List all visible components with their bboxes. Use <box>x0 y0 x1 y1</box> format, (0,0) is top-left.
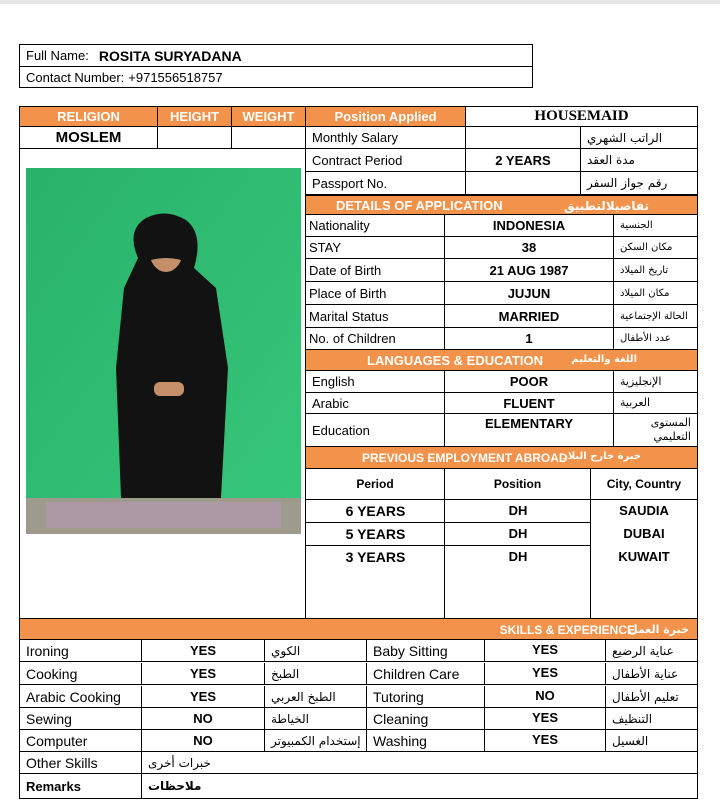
skill-right-label: Tutoring <box>367 686 485 708</box>
contact-value: +971556518757 <box>128 70 223 85</box>
contract-row-label: Contract Period <box>306 149 466 172</box>
skill-left-label: Arabic Cooking <box>20 686 142 708</box>
details-row-label: Nationality <box>306 215 445 237</box>
language-row-ar: الإنجليزية <box>614 371 697 393</box>
religion-header: RELIGION <box>20 107 158 127</box>
details-row-ar: الجنسية <box>614 215 697 237</box>
weight-value <box>232 127 306 149</box>
contract-row-ar: رقم جواز السفر <box>581 172 697 195</box>
employment-column-header: City, Country <box>591 469 697 500</box>
skill-right-label: Cleaning <box>367 708 485 730</box>
details-row-value: 1 <box>445 328 614 350</box>
details-row-value: INDONESIA <box>445 215 614 237</box>
details-row-ar: مكان السكن <box>614 237 697 259</box>
skill-right-value: YES <box>485 640 606 662</box>
details-row-ar: عدد الأطفال <box>614 328 697 350</box>
language-row-label: English <box>306 371 445 393</box>
employment-cell-period: 6 YEARS <box>345 503 406 519</box>
skill-right-label: Baby Sitting <box>367 640 485 662</box>
skill-left-ar: إستخدام الكمبيوتر <box>265 730 367 752</box>
skill-right-ar: عناية الرضيع <box>606 640 697 662</box>
other-skills-ar: خبرات أخرى <box>142 752 697 774</box>
language-row-label: Arabic <box>306 393 445 414</box>
employment-row-line <box>306 522 591 523</box>
skill-left-value: NO <box>142 708 265 730</box>
languages-header <box>306 350 697 371</box>
skill-right-value: NO <box>485 686 606 708</box>
employment-row-line <box>306 545 591 546</box>
employment-cell-period: 3 YEARS <box>345 549 406 565</box>
employment-title-ar: خبرة خارج البلاد <box>562 451 641 462</box>
details-row-ar: تاريخ الميلاد <box>614 259 697 282</box>
contract-row-value <box>466 127 581 149</box>
details-row-label: Date of Birth <box>306 259 445 282</box>
language-row-label: Education <box>306 414 445 447</box>
employment-header <box>306 447 697 469</box>
contract-row-ar: الراتب الشهري <box>581 127 697 149</box>
contract-row-label: Passport No. <box>306 172 466 195</box>
full-name-row <box>20 45 532 67</box>
language-row-value: ELEMENTARY <box>445 414 614 447</box>
languages-title-ar: اللغة والتعليم <box>571 354 637 365</box>
details-row-value: 21 AUG 1987 <box>445 259 614 282</box>
height-header: HEIGHT <box>158 107 232 127</box>
applicant-photo <box>26 168 301 534</box>
details-header <box>306 195 697 215</box>
details-row-label: No. of Children <box>306 328 445 350</box>
skill-left-label: Sewing <box>20 708 142 730</box>
employment-cell-place: KUWAIT <box>618 549 670 564</box>
position-value: HOUSEMAID <box>466 107 697 127</box>
details-row-value: 38 <box>445 237 614 259</box>
name-box <box>19 44 533 88</box>
weight-header: WEIGHT <box>232 107 306 127</box>
full-name-value: ROSITA SURYADANA <box>98 47 242 64</box>
skills-header <box>20 618 697 640</box>
details-row-label: Place of Birth <box>306 282 445 305</box>
employment-divider-1 <box>444 500 445 618</box>
details-title: DETAILS OF APPLICATION <box>336 198 503 213</box>
employment-cell-position: DH <box>508 503 528 518</box>
top-strip <box>0 0 720 4</box>
skill-left-value: YES <box>142 686 265 708</box>
details-row-ar: مكان الميلاد <box>614 282 697 305</box>
details-row-value: MARRIED <box>445 305 614 328</box>
skill-left-label: Ironing <box>20 640 142 662</box>
height-value <box>158 127 232 149</box>
employment-cell-position: DH <box>508 549 528 564</box>
language-row-ar: العربية <box>614 393 697 414</box>
details-row-value: JUJUN <box>445 282 614 305</box>
skill-right-value: YES <box>485 663 606 685</box>
other-skills-label: Other Skills <box>20 752 142 774</box>
details-title-ar: تفاصيلالتطبيق <box>564 199 649 213</box>
full-name-label: Full Name: <box>26 48 89 63</box>
skill-right-label: Children Care <box>367 663 485 685</box>
contact-label: Contact Number: <box>26 70 125 85</box>
skill-right-value: YES <box>485 708 606 730</box>
employment-column-header: Period <box>306 469 445 500</box>
contract-row-ar: مدة العقد <box>581 149 697 172</box>
skill-right-ar: التنظيف <box>606 708 697 730</box>
language-row-ar: المستوى التعليمي <box>614 414 697 447</box>
details-row-label: Marital Status <box>306 305 445 328</box>
skills-title-ar: خبرة العمل <box>628 623 689 636</box>
person-silhouette-icon <box>26 168 301 534</box>
contact-row <box>20 67 532 88</box>
position-applied-header: Position Applied <box>306 107 466 127</box>
religion-value: MOSLEM <box>20 127 158 149</box>
employment-divider-2 <box>590 500 591 618</box>
language-row-value: POOR <box>445 371 614 393</box>
skills-title: SKILLS & EXPERIENCE <box>499 623 635 637</box>
remarks-ar: ملاحظات <box>148 779 202 793</box>
contract-row-value: 2 YEARS <box>466 149 581 172</box>
skill-right-ar: عناية الأطفال <box>606 663 697 685</box>
contract-row-label: Monthly Salary <box>306 127 466 149</box>
photo-column-divider <box>305 107 306 618</box>
details-row-label: STAY <box>306 237 445 259</box>
skill-left-value: YES <box>142 640 265 662</box>
skill-left-value: YES <box>142 663 265 685</box>
contract-row-value <box>466 172 581 195</box>
languages-title: LANGUAGES & EDUCATION <box>367 353 543 368</box>
skill-left-ar: الكوي <box>265 640 367 662</box>
skill-left-label: Cooking <box>20 663 142 685</box>
skill-right-value: YES <box>485 730 606 752</box>
employment-title: PREVIOUS EMPLOYMENT ABROAD <box>362 451 568 465</box>
skill-left-value: NO <box>142 730 265 752</box>
skill-right-label: Washing <box>367 730 485 752</box>
skill-left-ar: الخياطة <box>265 708 367 730</box>
skill-left-ar: الطبخ <box>265 663 367 685</box>
remarks-label: Remarks <box>20 774 142 798</box>
skill-left-ar: الطبخ العربي <box>265 686 367 708</box>
skill-left-label: Computer <box>20 730 142 752</box>
language-row-value: FLUENT <box>445 393 614 414</box>
employment-cell-place: DUBAI <box>623 526 665 541</box>
skill-right-ar: الغسيل <box>606 730 697 752</box>
employment-cell-position: DH <box>508 526 528 541</box>
details-row-ar: الحالة الإجتماعية <box>614 305 697 328</box>
employment-cell-period: 5 YEARS <box>345 526 406 542</box>
employment-column-header: Position <box>445 469 591 500</box>
employment-cell-place: SAUDIA <box>619 503 669 518</box>
skill-right-ar: تعليم الأطفال <box>606 686 697 708</box>
